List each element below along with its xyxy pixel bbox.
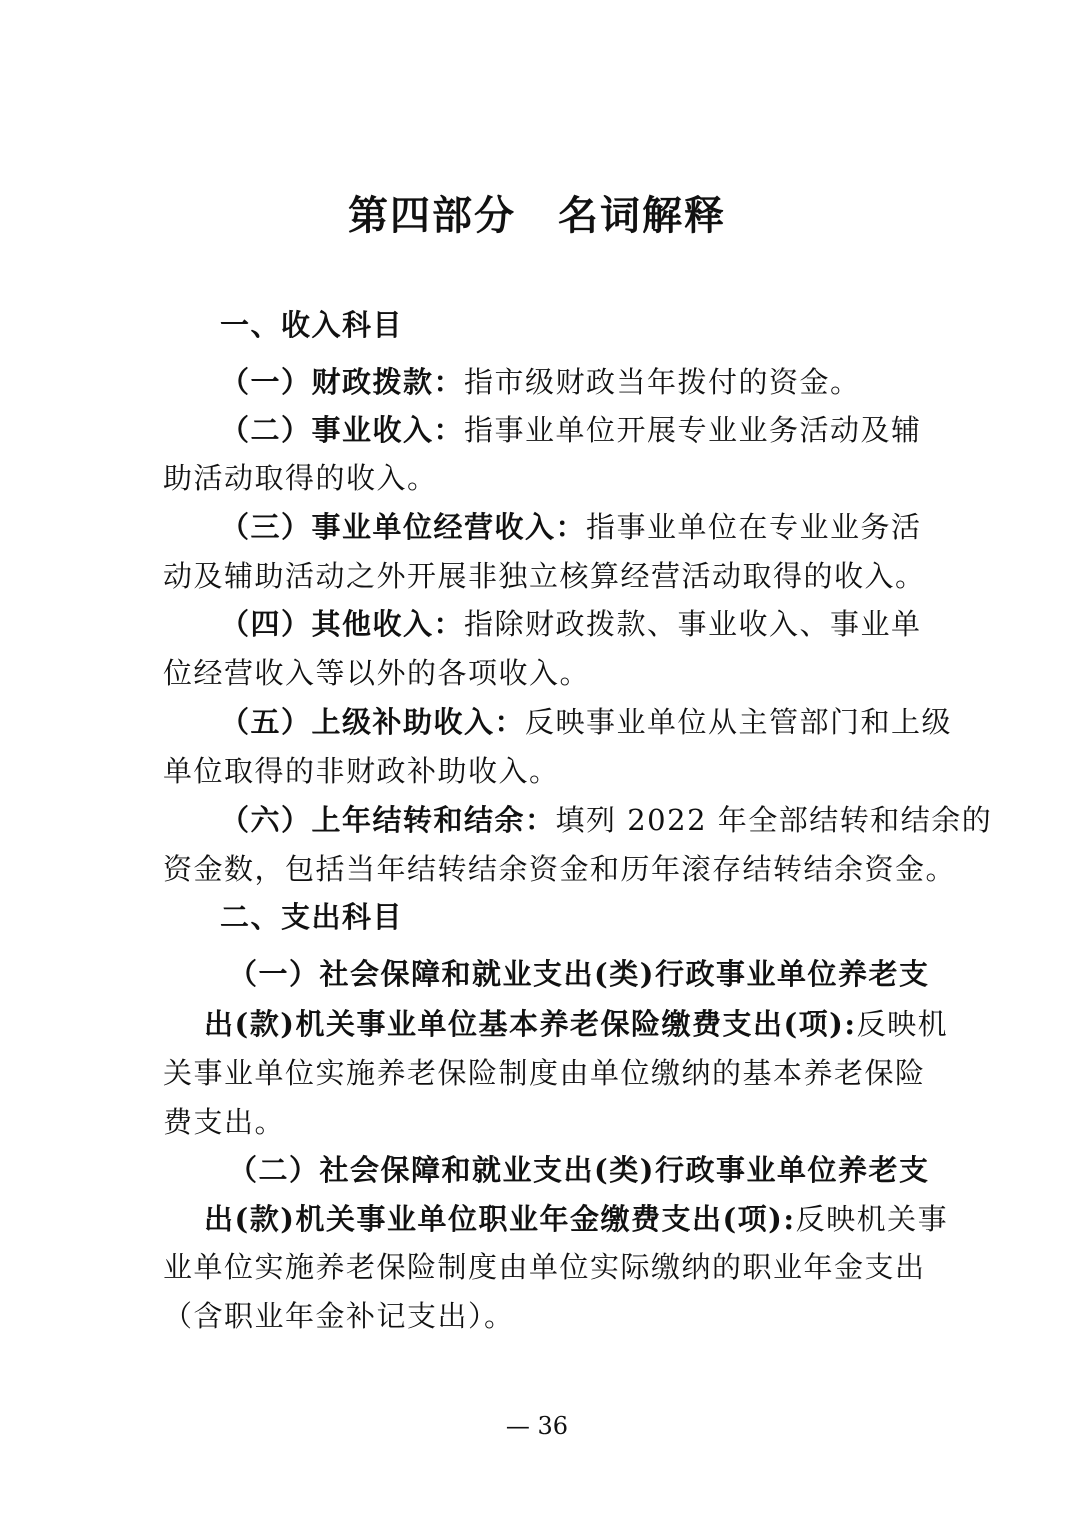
expenditure-item-2-cont: （含职业年金补记支出）。 [163,1299,515,1333]
term-label: 出(款)机关事业单位基本养老保险缴费支出(项): [204,1007,857,1041]
term-definition: 填列 2022 年全部结转和结余的 [555,803,993,837]
income-item-4 [220,604,922,644]
expenditure-item-1 [204,1004,948,1044]
term-label: 出(款)机关事业单位职业年金缴费支出(项): [204,1202,796,1236]
term-definition: 指除财政拨款、事业收入、事业单 [464,607,922,641]
income-item-5-cont: 单位取得的非财政补助收入。 [163,754,560,788]
income-item-2-cont: 助活动取得的收入。 [163,461,438,495]
expenditure-item-1-cont: 费支出。 [163,1105,286,1139]
term-label: （六）上年结转和结余： [220,803,556,837]
income-item-6-cont: 资金数，包括当年结转结余资金和历年滚存结转结余资金。 [163,852,957,886]
income-item-1 [220,362,861,402]
income-item-2 [220,410,922,450]
income-item-6 [220,800,992,840]
expenditure-item-1-cont: 关事业单位实施养老保险制度由单位缴纳的基本养老保险 [163,1056,926,1090]
expenditure-item-2 [204,1199,948,1239]
term-definition: 指市级财政当年拨付的资金。 [464,365,861,399]
page-number: — 36 [505,1412,569,1440]
income-item-4-cont: 位经营收入等以外的各项收入。 [163,656,591,690]
term-definition: 反映机 [856,1007,949,1041]
page-title: 第四部分 名词解释 [348,192,726,239]
term-label: （一）财政拨款： [220,365,465,399]
term-definition: 反映事业单位从主管部门和上级 [525,705,953,739]
expenditure-item-1-label: （一）社会保障和就业支出(类)行政事业单位养老支 [228,957,930,991]
term-definition: 指事业单位在专业业务活 [586,510,922,544]
term-label: （四）其他收入： [220,607,465,641]
term-label: （五）上级补助收入： [220,705,526,739]
section-heading-expenditure: 二、支出科目 [220,900,404,934]
income-item-3 [220,507,922,547]
section-heading-income: 一、收入科目 [220,308,404,342]
income-item-3-cont: 动及辅助活动之外开展非独立核算经营活动取得的收入。 [163,559,926,593]
term-definition: 反映机关事 [795,1202,949,1236]
term-label: （三）事业单位经营收入： [220,510,587,544]
term-label: （二）事业收入： [220,413,465,447]
expenditure-item-2-label: （二）社会保障和就业支出(类)行政事业单位养老支 [228,1153,930,1187]
income-item-5 [220,702,952,742]
term-definition: 指事业单位开展专业业务活动及辅 [464,413,922,447]
expenditure-item-2-cont: 业单位实施养老保险制度由单位实际缴纳的职业年金支出 [163,1250,926,1284]
